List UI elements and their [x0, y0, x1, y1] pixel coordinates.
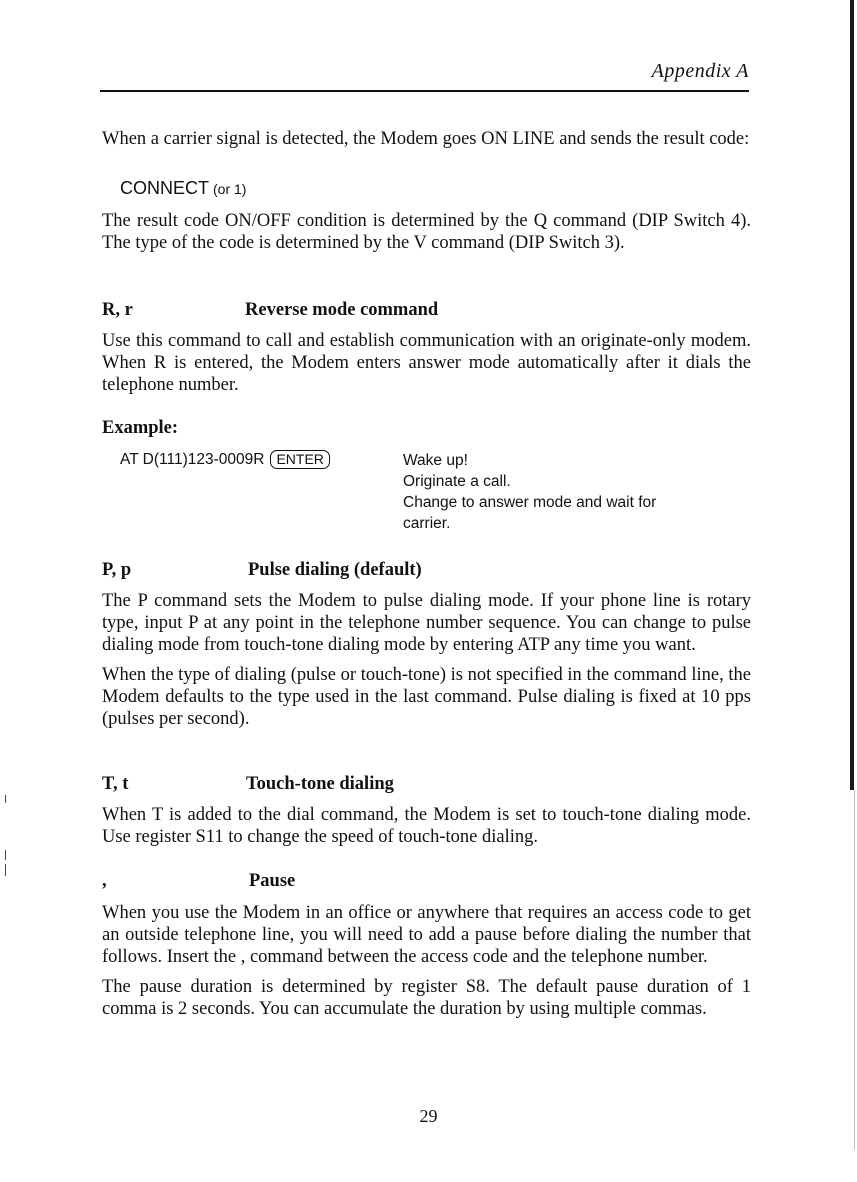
command-t-label: T, t — [102, 774, 129, 794]
example-command — [120, 450, 330, 469]
command-p-text: The P command sets the Modem to pulse dialing mode. If your phone line is rotary type, input P at any point in the telephone number sequence. You can change to pulse dialing mode from touch-tone dialing mode by entering ATP any time you want. — [102, 591, 751, 655]
intro-paragraph — [102, 128, 751, 150]
intro-text-2: The result code ON/OFF condition is determined by the Q command (DIP Switch 4). The type of the code is determined by the V command (DIP Switch 3). — [102, 211, 751, 253]
command-p-title: Pulse dialing (default) — [248, 560, 422, 580]
example-note: Wake up! — [403, 452, 468, 469]
command-t-title: Touch-tone dialing — [246, 774, 394, 794]
result-code-alt: (or 1) — [213, 181, 247, 197]
command-pause-label: , — [102, 871, 107, 891]
command-r-title: Reverse mode command — [245, 300, 439, 320]
intro-text: When a carrier signal is detected, the Modem goes ON LINE and sends the result code: — [102, 129, 750, 149]
result-code-line — [120, 178, 246, 199]
intro-paragraph-2 — [102, 210, 751, 254]
scan-edge-line — [854, 790, 855, 1150]
running-header: Appendix A — [651, 60, 749, 82]
command-r-body — [102, 330, 751, 396]
command-t-text: When T is added to the dial command, the Modem is set to touch-tone dialing mode. Use register S11 to change the speed of touch-tone dialing. — [102, 805, 751, 847]
scan-edge-bar — [850, 0, 854, 790]
example-command-text: AT D(111)123-0009R — [120, 451, 265, 468]
example-notes — [403, 450, 743, 534]
command-t-body — [102, 804, 751, 848]
command-pause-text-2: The pause duration is determined by register S8. The default pause duration of 1 comma is 2 seconds. You can accumulate the duration by using multiple commas. — [102, 977, 751, 1019]
scan-mark — [5, 864, 6, 876]
page-number: 29 — [419, 1106, 438, 1126]
command-pause-title: Pause — [249, 871, 296, 891]
example-note: carrier. — [403, 515, 451, 532]
example-note: Change to answer mode and wait for — [403, 494, 657, 511]
example-note: Originate a call. — [403, 473, 511, 490]
command-r-text: Use this command to call and establish communication with an originate-only modem. When R is entered, the Modem enters answer mode automatically after it dials the telephone number. — [102, 331, 751, 395]
command-pause-text: When you use the Modem in an office or anywhere that requires an access code to get an outside telephone line, you will need to add a pause before dialing the number that follows. Insert the , command between the access code and the telephone number. — [102, 903, 751, 967]
scan-mark — [5, 795, 6, 803]
command-pause-body — [102, 902, 751, 1020]
command-p-text-2: When the type of dialing (pulse or touch-tone) is not specified in the command line, the Modem defaults to the type used in the last command. Pulse dialing is fixed at 10 pps (pulses per second). — [102, 665, 751, 729]
result-code: CONNECT — [120, 178, 209, 198]
command-r-label: R, r — [102, 300, 133, 320]
enter-key-icon: ENTER — [270, 450, 329, 469]
command-p-body — [102, 590, 751, 730]
example-label: Example: — [102, 418, 179, 438]
scan-mark — [5, 850, 6, 860]
command-p-label: P, p — [102, 560, 132, 580]
header-rule — [100, 90, 749, 92]
